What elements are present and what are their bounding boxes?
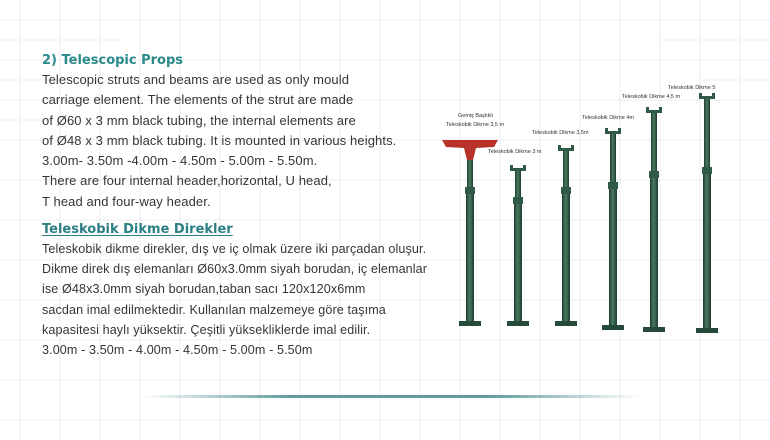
u-head	[605, 128, 621, 134]
paragraph-line: carriage element. The elements of the strut are made	[42, 92, 354, 108]
prop-t-head	[442, 113, 504, 326]
prop-u-head	[488, 149, 542, 326]
u-head	[558, 145, 574, 151]
u-head	[510, 165, 526, 171]
u-head	[699, 93, 715, 99]
paragraph-line: of Ø60 x 3 mm black tubing, the internal elements are	[42, 112, 356, 128]
paragraph-line: of Ø48 x 3 mm black tubing. It is mounted in various heights.	[42, 132, 397, 148]
prop-u-head	[582, 115, 634, 330]
prop-label-line: Teleskobik Dikme 3,5 m	[446, 122, 505, 128]
prop-label-line: Gemiş Başlıklı	[458, 113, 494, 119]
prop-label-line: Teleskobik Dikme 3,5m	[532, 130, 589, 136]
u-head	[646, 107, 662, 113]
text-column	[42, 52, 442, 360]
paragraph-line: Dikme direk dış elemanları Ø60x3.0mm siyah borudan, iç elemanlar	[42, 262, 428, 277]
prop-u-head	[668, 85, 718, 333]
paragraph-line: Teleskobik dikme direkler, dış ve iç olmak üzere iki parçadan oluşur.	[42, 242, 427, 257]
paragraph-line: Telescopic struts and beams are used as only mould	[42, 72, 350, 87]
paragraph-line: 3.00m- 3.50m -4.00m - 4.50m - 5.00m - 5.50m.	[42, 153, 318, 169]
footer-divider-line	[140, 395, 640, 398]
prop-u-head	[532, 130, 589, 326]
paragraph-line: T head and four-way header.	[42, 193, 211, 209]
prop-label-line: Teleskobik Dikme 4m	[582, 115, 634, 121]
telescopic-props-illustration	[420, 70, 740, 345]
prop-label-line: Teleskobik Dikme 4,5 m	[622, 94, 681, 100]
english-paragraph	[42, 70, 442, 212]
turkish-paragraph	[42, 239, 442, 360]
section-heading-english: 2) Telescopic Props	[42, 53, 184, 68]
paragraph-line: ise Ø48x3.0mm siyah borudan,taban sacı 120x120x6mm	[42, 282, 366, 297]
prop-u-head	[622, 94, 680, 332]
paragraph-line: kapasitesi haylı yüksektir. Çeşitli yüksekliklerde imal edilir.	[42, 322, 371, 337]
paragraph-line: 3.00m - 3.50m - 4.00m - 4.50m - 5.00m - 5.50m	[42, 343, 313, 358]
paragraph-line: There are four internal header,horizontal, U head,	[42, 173, 332, 189]
prop-label-line: Teleskobik Dikme 3 m	[488, 149, 542, 155]
section-heading-turkish: Teleskobik Dikme Direkler	[42, 222, 233, 238]
paragraph-line: sacdan imal edilmektedir. Kullanılan malzemeye göre taşıma	[42, 302, 386, 317]
prop-label-line: Teleskobik Dikme 5	[668, 85, 716, 91]
